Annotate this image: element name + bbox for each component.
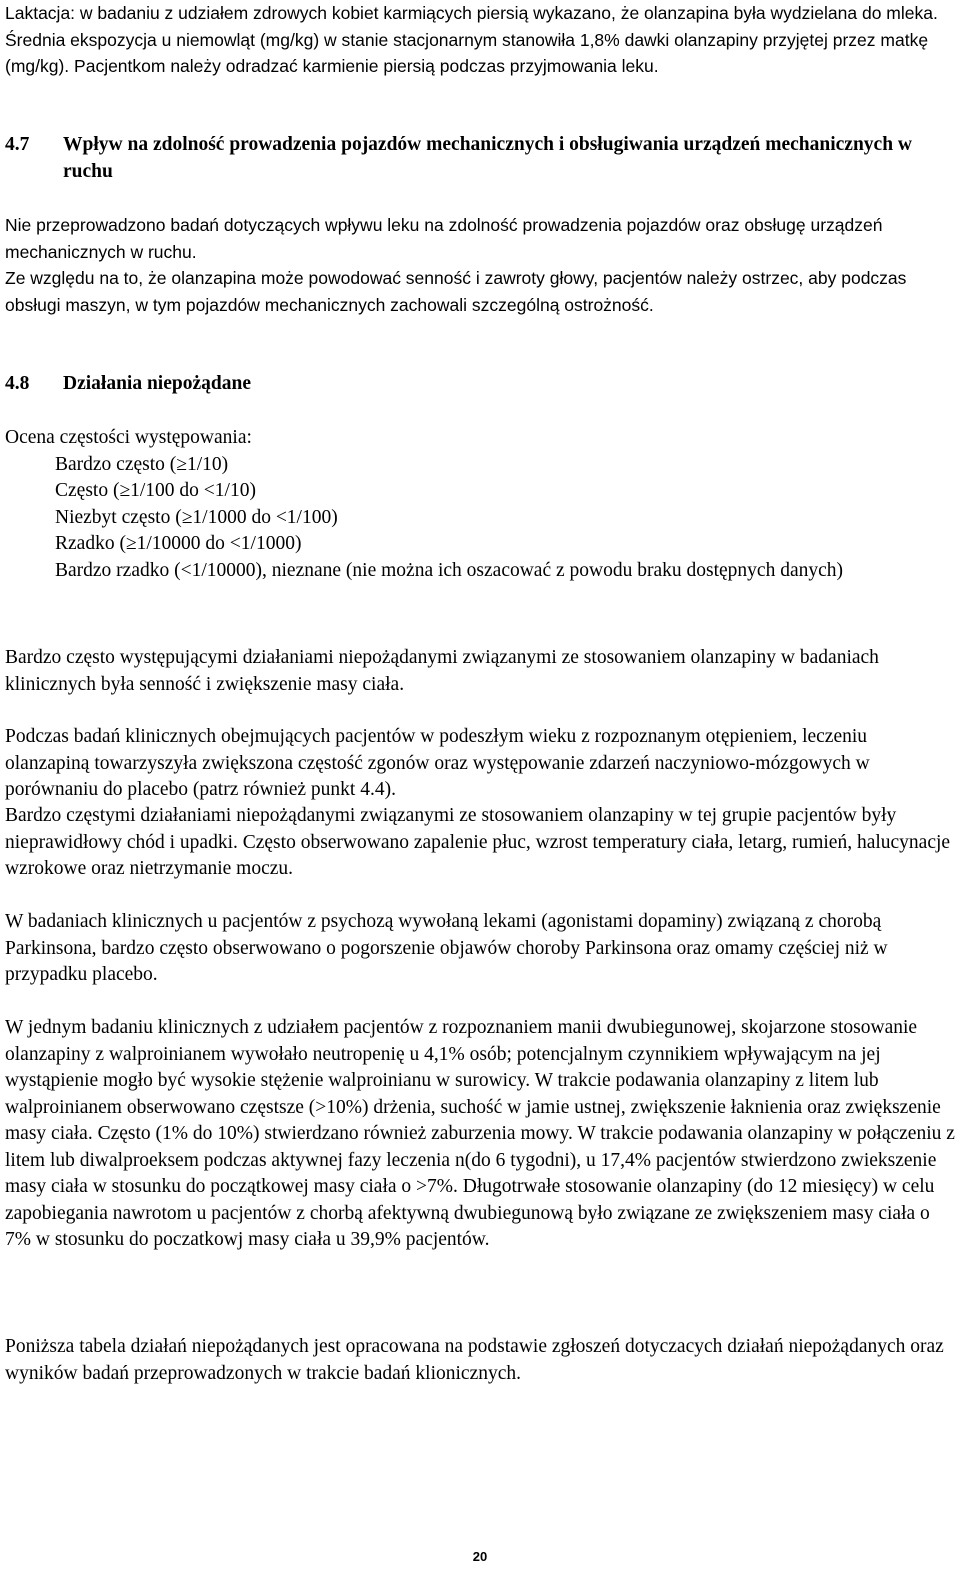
page-number: 20 <box>472 1549 488 1564</box>
very-common-effects-paragraph: Bardzo często występującymi działaniami niepożądanymi związanymi ze stosowaniem olanzapiny w badaniach klinicznych była senność i zwiększenie masy ciała. <box>5 647 879 695</box>
frequency-very-rare: Bardzo rzadko (<1/10000), nieznane (nie można ich oszacować z powodu braku dostępnych danych) <box>55 559 843 581</box>
frequency-rare: Rzadko (≥1/10000 do <1/1000) <box>55 533 302 554</box>
bipolar-mania-paragraph: W jednym badaniu klinicznych z udziałem pacjentów z rozpoznaniem manii dwubiegunowej, skojarzone stosowanie olanzapiny z walproinianem wywołało neutropenię u 4,1% osób; potencjalnym czynnikiem wpływającym na jej wystąpienie mogło być wysokie stężenie walproinianu w surowicy. W trakcie podawania olanzapiny z litem lub walproinianem obserwowano częstsze (>10%) drżenia, suchość w jamie ustnej, zwiększenie łaknienia oraz zwiększenie masy ciała. Często (1% do 10%) stwierdzano również zaburzenia mowy. W trakcie podawania olanzapiny w połączeniu z litem lub diwalproeksem podczas aktywnej fazy leczenia n(do 6 tygodni), u 17,4% pacjentów stwierdzono zwiekszenie masy ciała w stosunku do początkowej masy ciała o >7%. Długotrwałe stosowanie olanzapiny (do 12 miesięcy) w celu zapobiegania nawrotom u pacjentów z chorbą afektywną dwubiegunową było związane ze zwiększeniem masy ciała o 7% w stosunku do poczatkowj masy ciała u 39,9% pacjentów. <box>5 1017 955 1250</box>
section-number: 4.8 <box>5 373 30 394</box>
frequency-very-common: Bardzo często (≥1/10) <box>55 453 229 475</box>
parkinson-paragraph: W badaniach klinicznych u pacjentów z psychozą wywołaną lekami (agonistami dopaminy) związaną z chorobą Parkinsona, bardzo często obserwowano o pogorszenie objawów choroby Parkinsona oraz omamy częściej niż w przypadku placebo. <box>5 911 888 985</box>
elderly-dementia-paragraph: Podczas badań klinicznych obejmujących pacjentów w podeszłym wieku z rozpoznanym otępieniem, leczeniu olanzapiną towarzyszyła zwiększona częstość zgonów oraz występowanie zdarzeń naczyniowo-mózgowych w porównaniu do placebo (patrz również punkt 4.4). <box>5 726 870 800</box>
frequency-classification <box>5 425 955 584</box>
section-4-7-paragraph-2: Ze względu na to, że olanzapina może powodować senność i zawroty głowy, pacjentów należy ostrzec, aby podczas obsługi maszyn, w tym pojazdów mechanicznych zachowali szczególną ostrożność. <box>5 268 907 315</box>
frequency-common: Często (≥1/100 do <1/10) <box>55 480 256 501</box>
section-4-7-paragraph-1: Nie przeprowadzono badań dotyczących wpływu leku na zdolność prowadzenia pojazdów oraz obsługę urządzeń mechanicznych w ruchu. <box>5 215 883 262</box>
adverse-table-intro-paragraph: Poniższa tabela działań niepożądanych jest opracowana na podstawie zgłoszeń dotyczacych działań niepożądanych oraz wyników badań przeprowadzonych w trakcie badań klionicznych. <box>5 1336 944 1384</box>
frequency-intro: Ocena częstości występowania: <box>5 427 252 448</box>
section-title: Wpływ na zdolność prowadzenia pojazdów mechanicznych i obsługiwania urządzeń mechanicznych w ruchu <box>63 134 913 182</box>
section-number: 4.7 <box>5 134 30 155</box>
section-4-7-heading <box>5 132 955 185</box>
lactation-paragraph: Laktacja: w badaniu z udziałem zdrowych kobiet karmiących piersią wykazano, że olanzapina była wydzielana do mleka. Średnia ekspozycja u niemowląt (mg/kg) w stanie stacjonarnym stanowiła 1,8% dawki olanzapiny przyjętej przez matkę (mg/kg). Pacjentkom należy odradzać karmienie piersią podczas przyjmowania leku. <box>5 3 938 76</box>
elderly-effects-paragraph: Bardzo częstymi działaniami niepożądanymi związanymi ze stosowaniem olanzapiny w tej grupie pacjentów były nieprawidłowy chód i upadki. Często obserwowano zapalenie płuc, wzrost temperatury ciała, letarg, rumień, halucynacje wzrokowe oraz nietrzymanie moczu. <box>5 805 951 879</box>
frequency-uncommon: Niezbyt często (≥1/1000 do <1/100) <box>55 506 338 528</box>
section-title: Działania niepożądane <box>63 373 251 394</box>
section-4-8-heading <box>5 371 955 398</box>
